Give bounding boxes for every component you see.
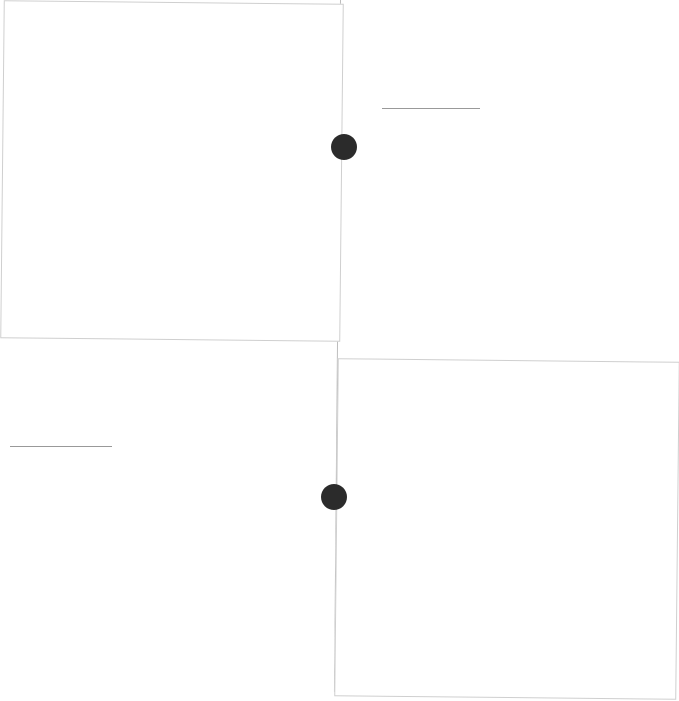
product-image-top bbox=[0, 0, 344, 342]
tent-stakes-vertical-icon bbox=[1, 1, 344, 342]
tent-stakes-horizontal-icon bbox=[335, 359, 679, 700]
product-image-bottom bbox=[334, 358, 679, 700]
section-rule-2 bbox=[10, 446, 112, 447]
feature-number-badge-1 bbox=[331, 134, 357, 160]
feature-number-badge-2 bbox=[321, 484, 347, 510]
section-rule-1 bbox=[382, 108, 480, 109]
